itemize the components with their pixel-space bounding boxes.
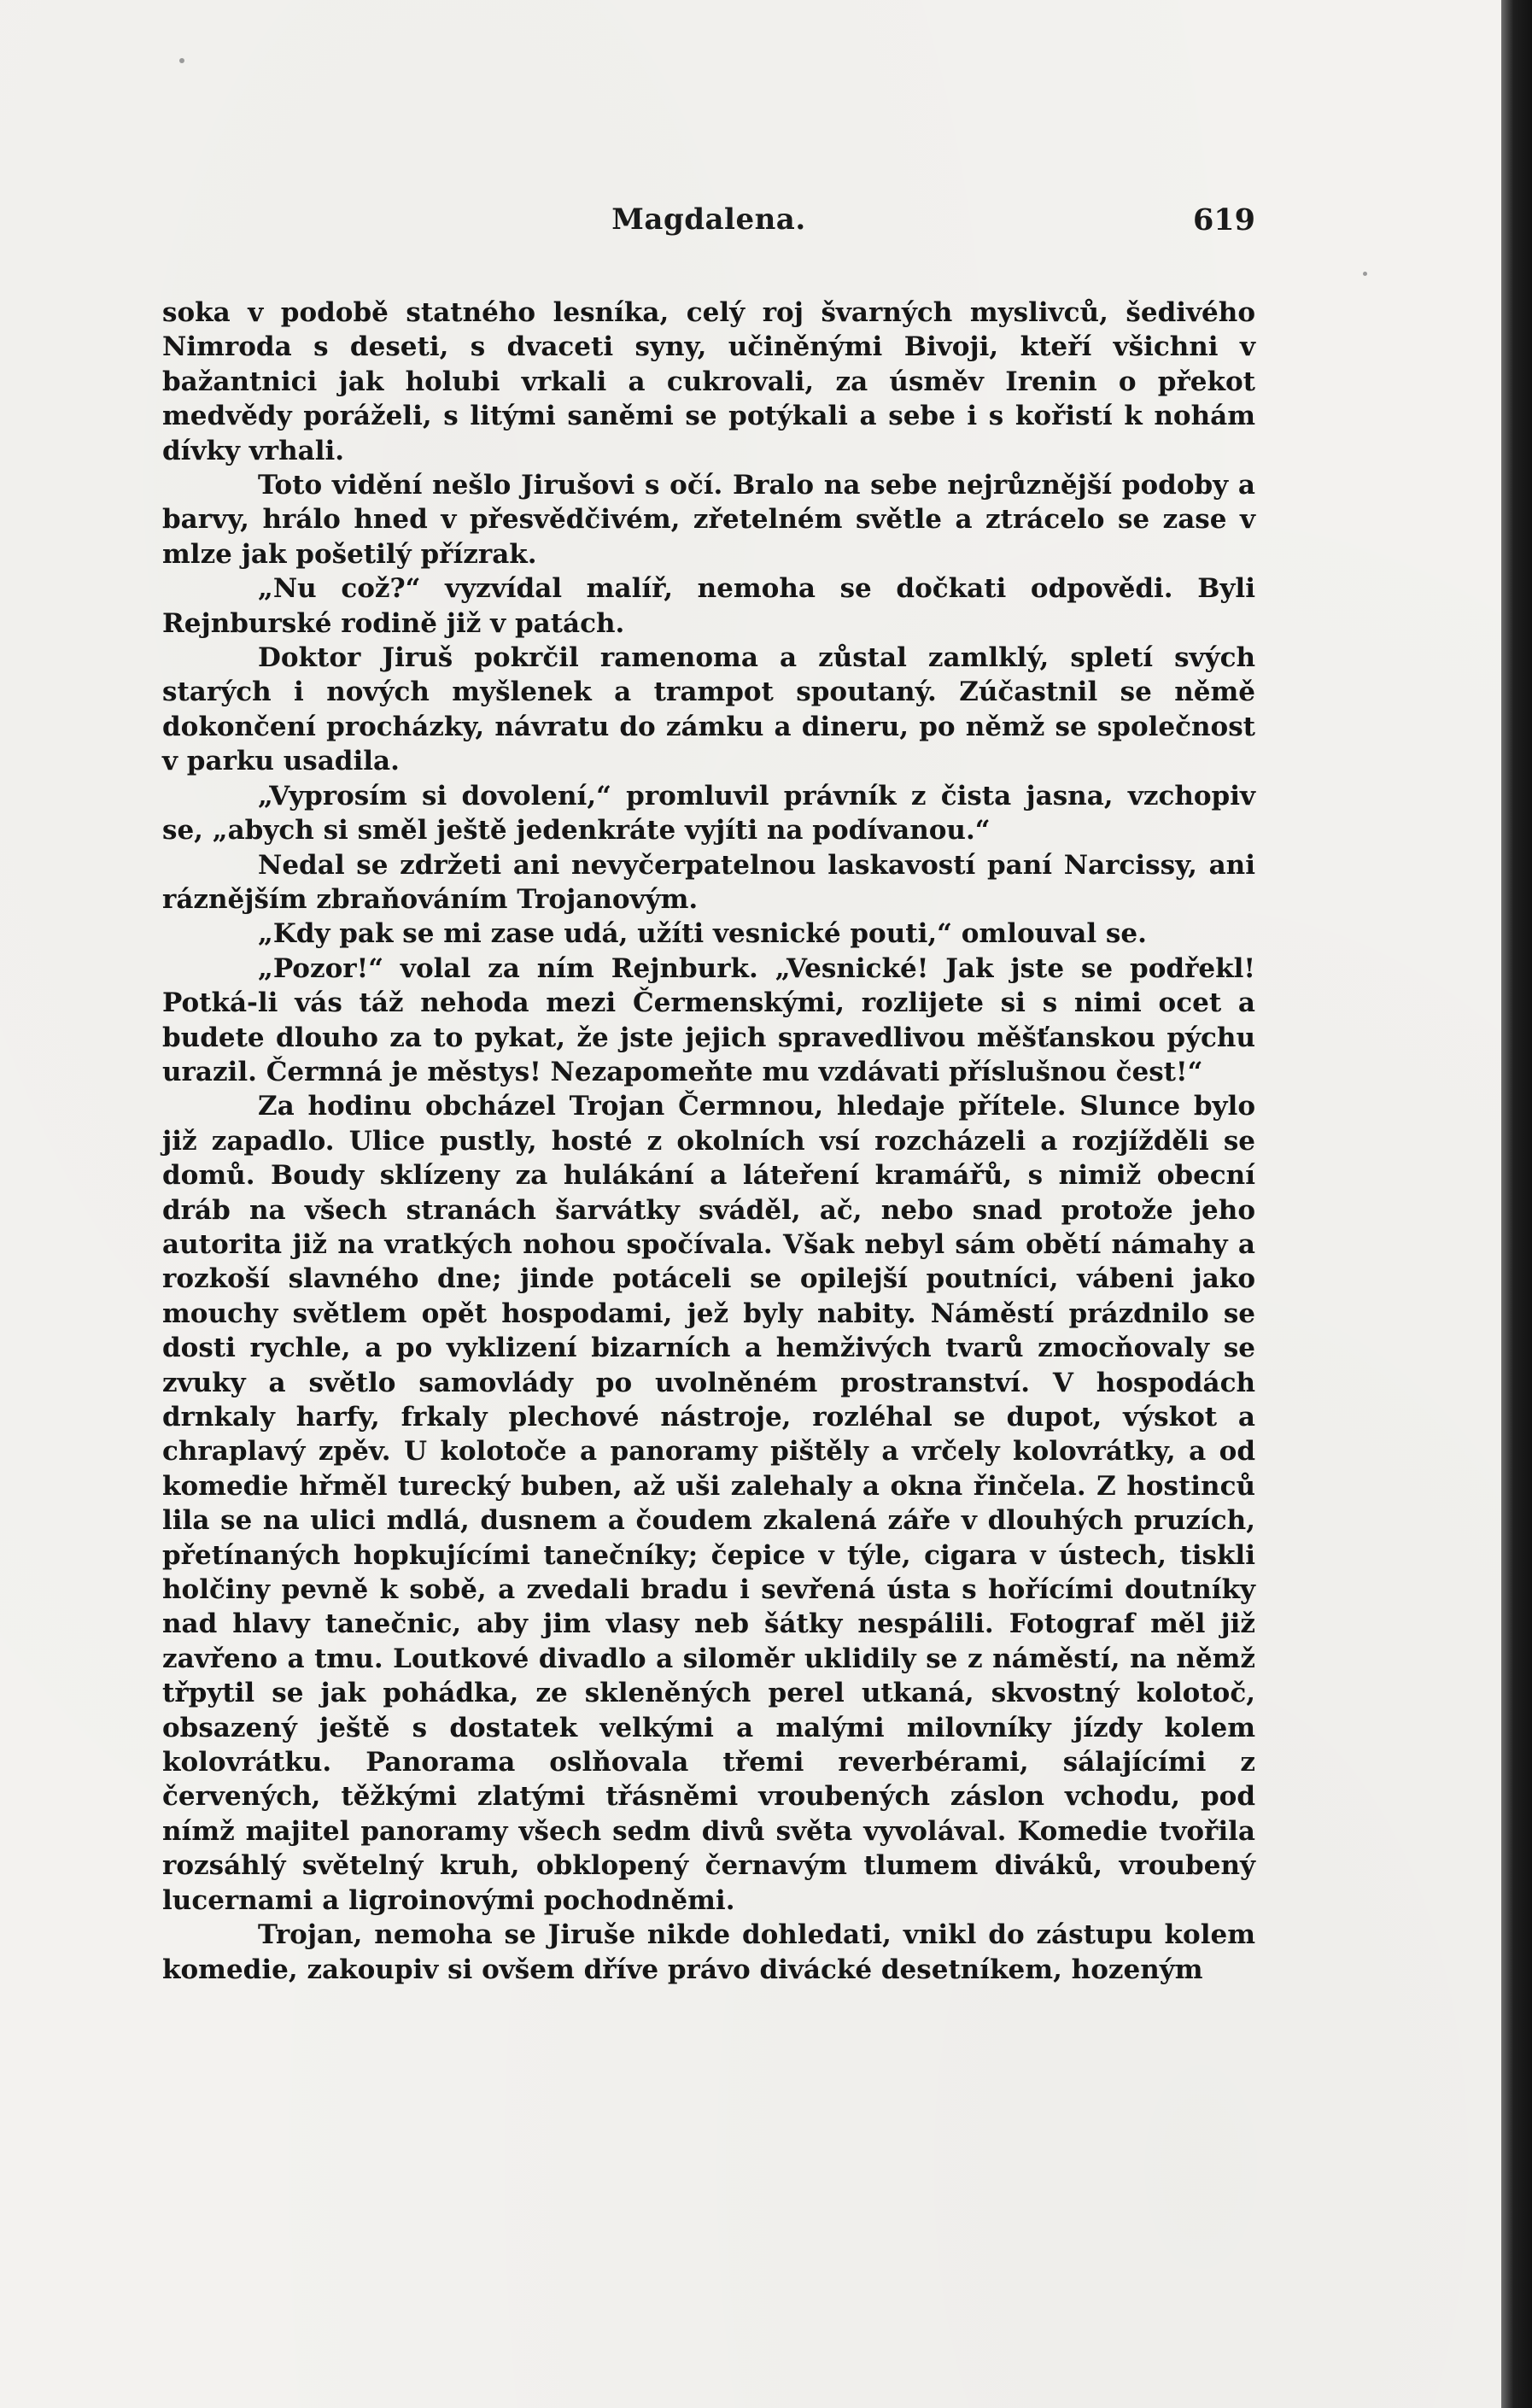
paragraph: „Vyprosím si dovolení,“ promluvil právník z čista jasna, vzchopiv se, „abych si směl ještě jedenkráte vyjíti na podívanou.“ — [162, 780, 1255, 847]
paragraph: Toto vidění nešlo Jirušovi s očí. Bralo na sebe nejrůznější podoby a barvy, hrálo hned v přesvědčivém, zřetelném světle a ztrácelo se zase v mlze jak pošetilý přízrak. — [162, 470, 1255, 570]
page-number: 619 — [1192, 202, 1255, 237]
paragraph: Nedal se zdržeti ani nevyčerpatelnou laskavostí paní Narcissy, ani ráznějším zbraňováním Trojanovým. — [162, 849, 1255, 915]
paragraph: Za hodinu obcházel Trojan Čermnou, hledaje přítele. Slunce bylo již zapadlo. Ulice pustly, hosté z okolních vsí rozcházeli a rozjížděli se domů. Boudy sklízeny za hulákání a láteření kramářů, s nimiž obecní dráb na všech stranách šarvátky sváděl, ač, nebo snad protože jeho autorita již na vratkých nohou spočívala. Však nebyl sám obětí námahy a rozkoší slavného dne; jinde potáceli se opilejší poutníci, vábeni jako mouchy světlem opět hospodami, jež byly nabity. Náměstí prázdnilo se dosti rychle, a po vyklizení bizarních a hemživých tvarů zmocňovaly se zvuky a světlo samovlády po uvolněném prostranství. V hospodách drnkaly harfy, frkaly plechové nástroje, rozléhal se dupot, výskot a chraplavý zpěv. U kolotoče a panoramy pištěly a vrčely kolovrátky, a od komedie hřměl turecký buben, až uši zalehaly a okna řinčela. Z hostinců lila se na ulici mdlá, dusnem a čoudem zkalená záře v dlouhých pruzích, přetínaných hopkujícími tanečníky; čepice v týle, cigara v ústech, tiskli holčiny pevně k sobě, a zvedali bradu i sevřená ústa s hořícími doutníky nad hlavy tanečnic, aby jim vlasy neb šátky nespálili. Fotograf měl již zavřeno a tmu. Loutkové divadlo a siloměr uklidily se z náměstí, na němž třpytil se jak pohádka, ze skleněných perel utkaná, skvostný kolotoč, obsazený ještě s dostatek velkými a malými milovníky jízdy kolem kolovrátku. Panorama oslňovala třemi reverbérami, sálajícími z červených, těžkými zlatými třásněmi vroubených záslon vchodu, pod nímž majitel panoramy všech sedm divů světa vyvolával. Komedie tvořila rozsáhlý světelný kruh, obklopený černavým tlumem diváků, vroubený lucernami a ligroinovými pochodněmi. — [162, 1091, 1255, 1916]
paper-speck — [1363, 272, 1367, 276]
paragraph: Doktor Jiruš pokrčil ramenoma a zůstal zamlklý, spletí svých starých i nových myšlenek a trampot spoutaný. Zúčastnil se němě dokončení procházky, návratu do zámku a dineru, po němž se společnost v parku usadila. — [162, 642, 1255, 777]
paragraph: Trojan, nemoha se Jiruše nikde dohledati, vnikl do zástupu kolem komedie, zakoupiv si ovšem dříve právo divácké desetníkem, hozeným — [162, 1919, 1255, 1985]
paragraph: „Pozor!“ volal za ním Rejnburk. „Vesnické! Jak jste se podřekl! Potká-li vás táž nehoda mezi Čermenskými, rozlijete si s nimi ocet a budete dlouho za to pykat, že jste jejich spravedlivou měšťanskou pýchu urazil. Čermná je městys! Nezapomeňte mu vzdávati příslušnou čest!“ — [162, 952, 1255, 1087]
running-head — [162, 202, 1255, 254]
paragraph: „Kdy pak se mi zase udá, užíti vesnické pouti,“ omlouval se. — [258, 918, 1147, 950]
running-title: Magdalena. — [611, 202, 806, 237]
paper-speck — [179, 58, 184, 63]
body-text — [162, 296, 1255, 1987]
paragraph: „Nu což?“ vyzvídal malíř, nemoha se dočkati odpovědi. Byli Rejnburské rodině již v patách. — [162, 573, 1255, 639]
paragraph: soka v podobě statného lesníka, celý roj švarných myslivců, šedivého Nimroda s deseti, s dvaceti syny, učiněnými Bivoji, kteří všichni v bažantnici jak holubi vrkali a cukrovali, za úsměv Irenin o překot medvědy poráželi, s litými saněmi se potýkali a sebe i s kořistí k nohám dívky vrhali. — [162, 297, 1255, 466]
scan-edge-shadow — [1501, 0, 1532, 2408]
